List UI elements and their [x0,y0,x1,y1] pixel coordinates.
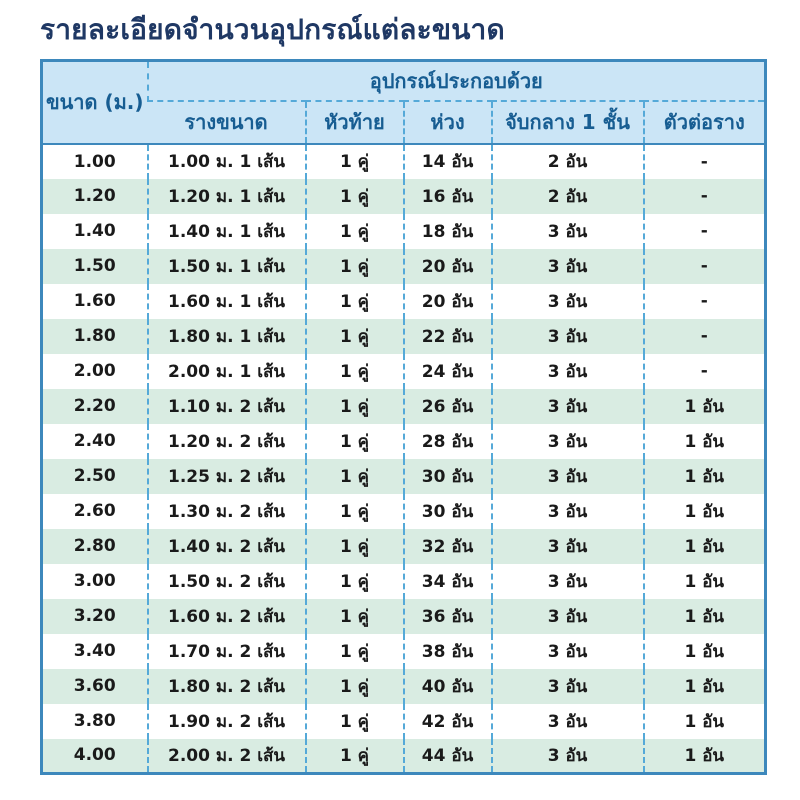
table-row [42,319,766,354]
col-header-rail-size: รางขนาด [148,101,306,144]
table-cell: 14 อัน [404,144,492,179]
col-header-middle-grip: จับกลาง 1 ชั้น [492,101,644,144]
table-row [42,424,766,459]
table-cell: 3 อัน [492,319,644,354]
table-cell: 1.00 ม. 1 เส้น [148,144,306,179]
table-cell: 1 คู่ [306,459,404,494]
page-title: รายละเอียดจำนวนอุปกรณ์แต่ละขนาด [40,13,505,46]
table-cell: 1 คู่ [306,179,404,214]
table-cell: 3.20 [73,606,116,626]
table-cell: 2.20 [73,396,116,416]
table-cell: 1 คู่ [306,284,404,319]
table-cell: 1.20 ม. 2 เส้น [148,424,306,459]
table-cell: 1.20 ม. 1 เส้น [148,179,306,214]
table-cell: 26 อัน [404,389,492,424]
table-cell: 1.50 ม. 2 เส้น [148,564,306,599]
table-cell: 34 อัน [404,564,492,599]
table-cell: 1 คู่ [306,564,404,599]
table-cell: 3 อัน [492,529,644,564]
table-cell: 1 คู่ [306,249,404,284]
table-cell: 1.30 ม. 2 เส้น [148,494,306,529]
table-cell: 1 คู่ [306,669,404,704]
table-cell: 44 อัน [404,739,492,774]
table-cell: 2.00 ม. 2 เส้น [148,739,306,774]
table-row [42,669,766,704]
table-cell: - [644,214,766,249]
table-cell: 2.00 ม. 1 เส้น [148,354,306,389]
table-cell: 1 คู่ [306,599,404,634]
table-cell: 40 อัน [404,669,492,704]
table-row [42,249,766,284]
table-cell: 20 อัน [404,249,492,284]
table-cell: 18 อัน [404,214,492,249]
table-row [42,354,766,389]
table-cell: 1.25 ม. 2 เส้น [148,459,306,494]
table-cell: 1.60 ม. 2 เส้น [148,599,306,634]
table-cell: - [644,249,766,284]
table-cell: 1 คู่ [306,704,404,739]
table-cell: 2.60 [73,501,116,521]
table-cell: 1.80 ม. 2 เส้น [148,669,306,704]
table-cell: 1 อัน [644,529,766,564]
table-cell: 3 อัน [492,214,644,249]
table-cell: 1.80 [73,326,116,346]
table-cell: 3 อัน [492,564,644,599]
table-cell: 1 คู่ [306,529,404,564]
table-cell: 3 อัน [492,599,644,634]
table-cell: 3 อัน [492,739,644,774]
table-cell: - [644,144,766,179]
col-header-ends: หัวท้าย [306,101,404,144]
table-header [42,61,766,144]
table-cell: 3 อัน [492,354,644,389]
table-cell: 1.40 ม. 2 เส้น [148,529,306,564]
table-cell: 1 อัน [644,739,766,774]
table-cell: 2.80 [73,536,116,556]
table-cell: 1.90 ม. 2 เส้น [148,704,306,739]
table-cell: 3.40 [73,641,116,661]
table-cell: 1.40 [73,221,116,241]
table-cell: - [644,354,766,389]
table-cell: 36 อัน [404,599,492,634]
table-cell: 2 อัน [492,179,644,214]
table-cell: 3 อัน [492,494,644,529]
table-cell: 4.00 [73,745,116,766]
table-row [42,284,766,319]
table-cell: 1 อัน [644,459,766,494]
table-cell: - [644,284,766,319]
table-cell: 42 อัน [404,704,492,739]
table-cell: 38 อัน [404,634,492,669]
table-cell: 1 อัน [644,494,766,529]
table-cell: 1 อัน [644,704,766,739]
table-cell: 1.60 ม. 1 เส้น [148,284,306,319]
table-cell: 3 อัน [492,634,644,669]
table-cell: 2.00 [73,361,116,381]
table-row [42,564,766,599]
table-row [42,389,766,424]
table-cell: 3 อัน [492,669,644,704]
table-row [42,459,766,494]
table-cell: 1 คู่ [306,354,404,389]
table-cell: 1.50 [73,256,116,276]
table-row [42,529,766,564]
table-cell: 1 คู่ [306,319,404,354]
table-row [42,494,766,529]
table-cell: 1.80 ม. 1 เส้น [148,319,306,354]
table-cell: 3 อัน [492,424,644,459]
table-cell: 1 อัน [644,424,766,459]
table-cell: 2 อัน [492,144,644,179]
table-cell: 32 อัน [404,529,492,564]
table-cell: 30 อัน [404,459,492,494]
table-cell: 2.40 [73,431,116,451]
table-cell: 1.40 ม. 1 เส้น [148,214,306,249]
table-cell: 1 คู่ [306,144,404,179]
table-cell: 1 อัน [644,669,766,704]
table-cell: 1 อัน [644,599,766,634]
equipment-size-table [40,59,767,775]
table-cell: 1.70 ม. 2 เส้น [148,634,306,669]
col-header-equipment-group: อุปกรณ์ประกอบด้วย [148,61,766,101]
table-row [42,739,766,774]
table-cell: 1 อัน [644,634,766,669]
table-cell: 3.60 [73,676,116,696]
table-cell: 1 คู่ [306,389,404,424]
table-cell: 1 คู่ [306,214,404,249]
table-cell: 3 อัน [492,389,644,424]
table-cell: 24 อัน [404,354,492,389]
table-row [42,599,766,634]
table-cell: 3.80 [73,711,116,731]
table-cell: 1 อัน [644,564,766,599]
table-cell: 1.60 [73,291,116,311]
col-header-rings: ห่วง [404,101,492,144]
table-cell: 20 อัน [404,284,492,319]
table-cell: 1 คู่ [306,494,404,529]
table-cell: 1.10 ม. 2 เส้น [148,389,306,424]
table-cell: 28 อัน [404,424,492,459]
table-cell: 1 อัน [644,389,766,424]
table-cell: 3 อัน [492,249,644,284]
table-cell: 1.00 [73,151,116,172]
table-cell: 3 อัน [492,284,644,319]
table-row [42,214,766,249]
col-header-size: ขนาด (ม.) [42,61,148,144]
table-cell: - [644,179,766,214]
col-header-rail-connector: ตัวต่อราง [644,101,766,144]
table-cell: 1 คู่ [306,634,404,669]
table-cell: 22 อัน [404,319,492,354]
table-row [42,634,766,669]
table-cell: 1.50 ม. 1 เส้น [148,249,306,284]
table-cell: 2.50 [73,466,116,486]
table-row [42,704,766,739]
table-row [42,144,766,179]
table-cell: 16 อัน [404,179,492,214]
table-cell: 30 อัน [404,494,492,529]
table-cell: 3 อัน [492,459,644,494]
table-cell: 1.20 [73,186,116,206]
table-cell: - [644,319,766,354]
table-row [42,179,766,214]
table-cell: 1 คู่ [306,424,404,459]
table-cell: 3 อัน [492,704,644,739]
table-body [42,144,766,774]
table-cell: 3.00 [73,571,116,591]
table-cell: 1 คู่ [306,739,404,774]
